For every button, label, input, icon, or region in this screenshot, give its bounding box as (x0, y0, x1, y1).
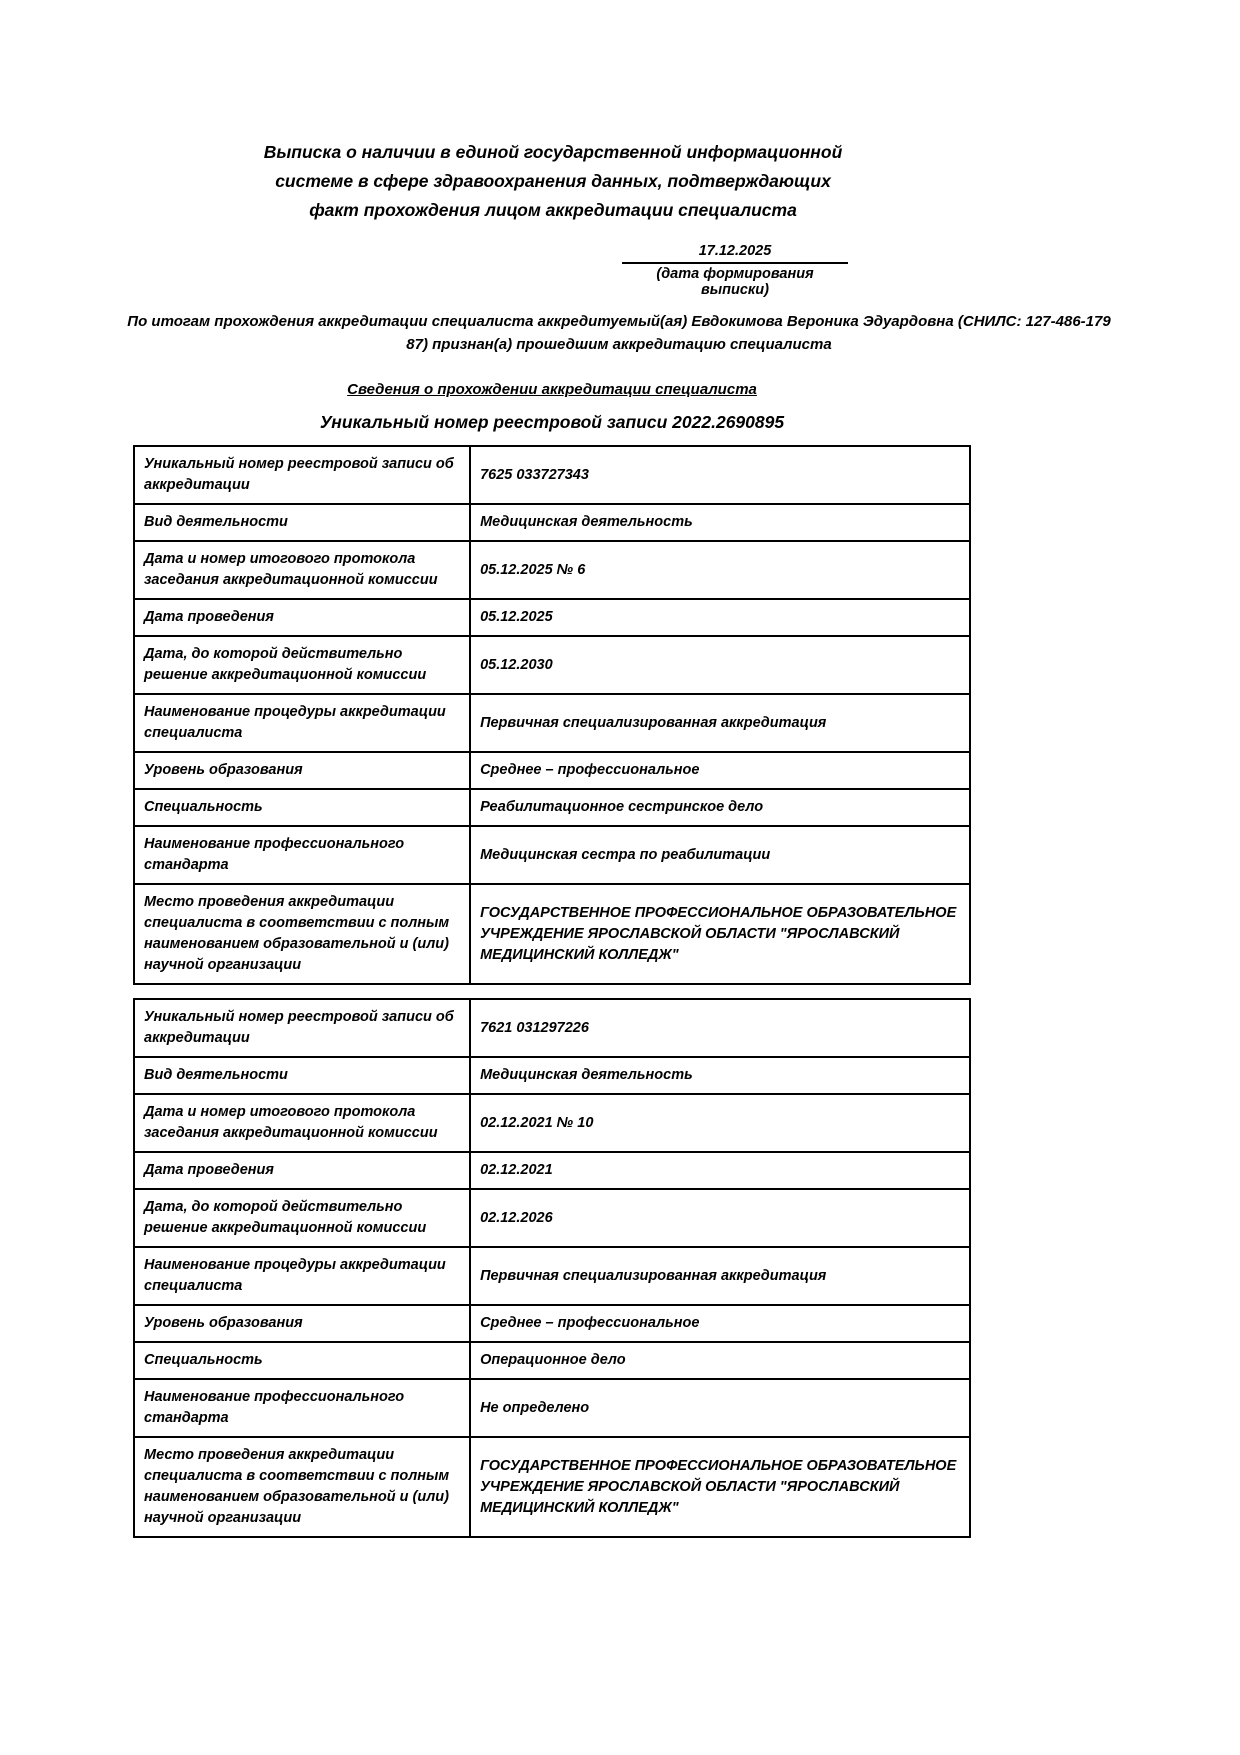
row-value: Среднее – профессиональное (470, 1305, 970, 1342)
table-row (134, 446, 970, 504)
row-value: Не определено (470, 1379, 970, 1437)
accreditation-table-1-body (134, 446, 970, 984)
table-row (134, 1057, 970, 1094)
table-row (134, 504, 970, 541)
row-label: Дата и номер итогового протокола заседания аккредитационной комиссии (134, 541, 470, 599)
row-label: Уровень образования (134, 1305, 470, 1342)
table-row (134, 1379, 970, 1437)
row-value: Медицинская деятельность (470, 1057, 970, 1094)
formation-date-caption: (дата формирования выписки) (656, 266, 814, 298)
table-row (134, 1305, 970, 1342)
document-title: Выписка о наличии в единой государственной информационной системе в сфере здравоохранения данных, подтверждающих факт прохождения лицом аккредитации специалиста (263, 142, 843, 220)
accreditation-table-2-body (134, 999, 970, 1537)
row-label: Вид деятельности (134, 1057, 470, 1094)
accreditation-table-2 (133, 998, 971, 1538)
row-value: Медицинская сестра по реабилитации (470, 826, 970, 884)
accreditation-table-1 (133, 445, 971, 985)
table-row (134, 789, 970, 826)
row-value: 02.12.2021 (470, 1152, 970, 1189)
row-value: 7621 031297226 (470, 999, 970, 1057)
row-value: Первичная специализированная аккредитация (470, 694, 970, 752)
table-row (134, 636, 970, 694)
accreditation-tables (133, 445, 971, 1551)
row-value: 02.12.2026 (470, 1189, 970, 1247)
row-label: Уникальный номер реестровой записи об аккредитации (134, 999, 470, 1057)
table-row (134, 1094, 970, 1152)
row-value: 05.12.2030 (470, 636, 970, 694)
row-value: Реабилитационное сестринское дело (470, 789, 970, 826)
row-value: Медицинская деятельность (470, 504, 970, 541)
row-value: ГОСУДАРСТВЕННОЕ ПРОФЕССИОНАЛЬНОЕ ОБРАЗОВАТЕЛЬНОЕ УЧРЕЖДЕНИЕ ЯРОСЛАВСКОЙ ОБЛАСТИ "ЯРОСЛАВСКИЙ МЕДИЦИНСКИЙ КОЛЛЕДЖ" (470, 884, 970, 984)
formation-date-block (622, 243, 848, 298)
row-label: Наименование процедуры аккредитации специалиста (134, 694, 470, 752)
row-label: Дата и номер итогового протокола заседания аккредитационной комиссии (134, 1094, 470, 1152)
row-value: ГОСУДАРСТВЕННОЕ ПРОФЕССИОНАЛЬНОЕ ОБРАЗОВАТЕЛЬНОЕ УЧРЕЖДЕНИЕ ЯРОСЛАВСКОЙ ОБЛАСТИ "ЯРОСЛАВСКИЙ МЕДИЦИНСКИЙ КОЛЛЕДЖ" (470, 1437, 970, 1537)
table-row (134, 752, 970, 789)
table-row (134, 1247, 970, 1305)
row-label: Дата проведения (134, 1152, 470, 1189)
row-value: Среднее – профессиональное (470, 752, 970, 789)
row-label: Уникальный номер реестровой записи об аккредитации (134, 446, 470, 504)
table-row (134, 884, 970, 984)
row-label: Уровень образования (134, 752, 470, 789)
row-label: Дата, до которой действительно решение аккредитационной комиссии (134, 1189, 470, 1247)
table-row (134, 999, 970, 1057)
row-label: Специальность (134, 1342, 470, 1379)
table-row (134, 1189, 970, 1247)
row-value: Операционное дело (470, 1342, 970, 1379)
row-label: Специальность (134, 789, 470, 826)
row-value: 02.12.2021 № 10 (470, 1094, 970, 1152)
row-label: Место проведения аккредитации специалиста в соответствии с полным наименованием образовательной и (или) научной организации (134, 884, 470, 984)
table-row (134, 599, 970, 636)
section-heading: Сведения о прохождении аккредитации специалиста (347, 381, 757, 398)
table-row (134, 541, 970, 599)
formation-date: 17.12.2025 (622, 243, 848, 264)
table-row (134, 826, 970, 884)
row-label: Вид деятельности (134, 504, 470, 541)
intro-paragraph: По итогам прохождения аккредитации специалиста аккредитуемый(ая) Евдокимова Вероника Эдуардовна (СНИЛС: 127-486-179 87) признан(а) прошедшим аккредитацию специалиста (127, 313, 1111, 353)
row-value: 05.12.2025 № 6 (470, 541, 970, 599)
row-label: Дата проведения (134, 599, 470, 636)
table-row (134, 1152, 970, 1189)
table-row (134, 1437, 970, 1537)
row-label: Наименование профессионального стандарта (134, 1379, 470, 1437)
row-label: Наименование профессионального стандарта (134, 826, 470, 884)
row-label: Дата, до которой действительно решение аккредитационной комиссии (134, 636, 470, 694)
row-label: Место проведения аккредитации специалиста в соответствии с полным наименованием образовательной и (или) научной организации (134, 1437, 470, 1537)
row-value: 05.12.2025 (470, 599, 970, 636)
row-value: Первичная специализированная аккредитация (470, 1247, 970, 1305)
row-label: Наименование процедуры аккредитации специалиста (134, 1247, 470, 1305)
table-row (134, 694, 970, 752)
table-row (134, 1342, 970, 1379)
row-value: 7625 033727343 (470, 446, 970, 504)
registry-number-heading: Уникальный номер реестровой записи 2022.2690895 (319, 412, 785, 432)
